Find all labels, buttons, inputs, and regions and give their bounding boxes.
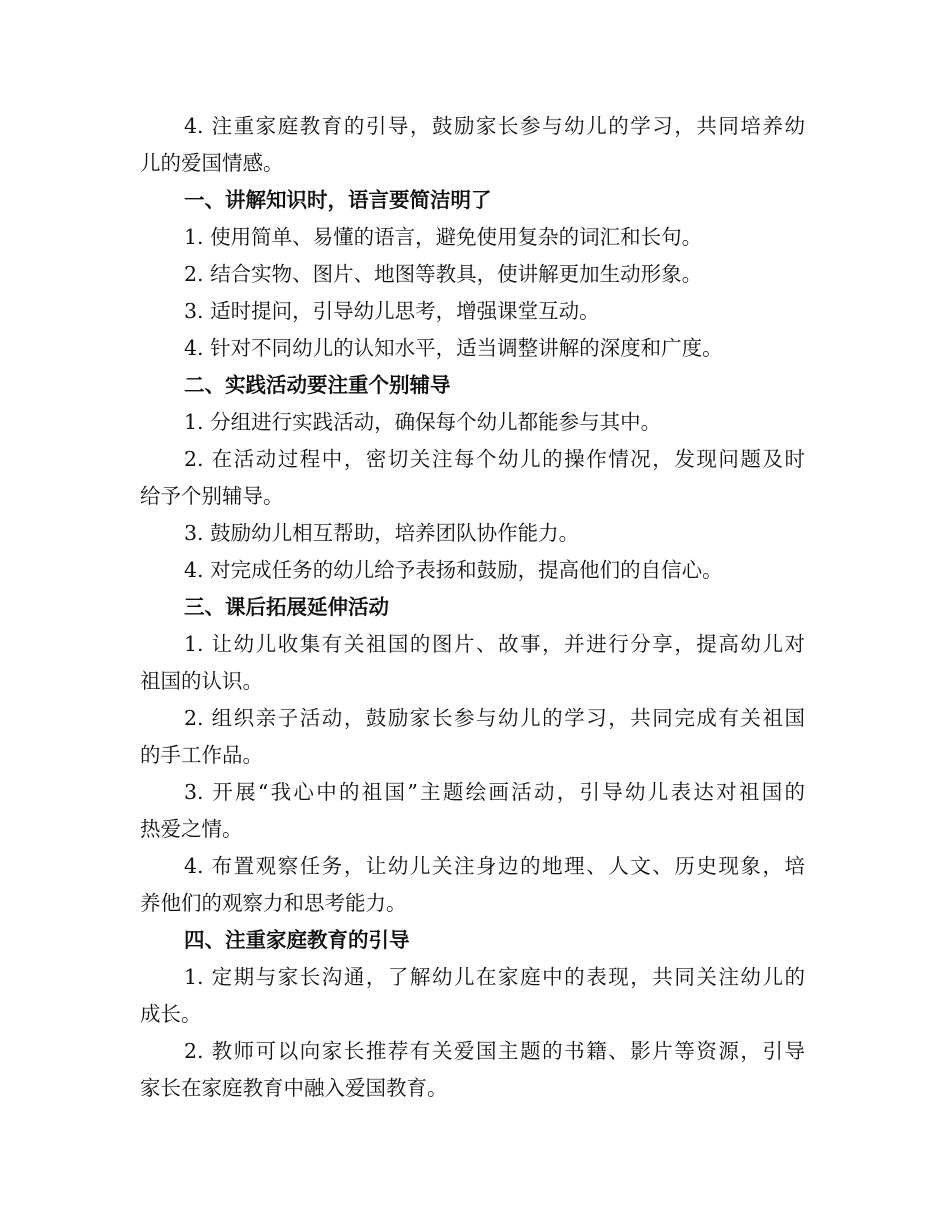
list-item: 1. 让幼儿收集有关祖国的图片、故事，并进行分享，提高幼儿对 <box>184 632 805 656</box>
list-item-continuation: 的手工作品。 <box>140 743 263 767</box>
list-item-continuation: 养他们的观察力和思考能力。 <box>140 891 407 915</box>
list-item-continuation: 给予个别辅导。 <box>140 484 284 508</box>
list-item: 2. 在活动过程中，密切关注每个幼儿的操作情况，发现问题及时 <box>184 447 805 471</box>
section-heading: 四、注重家庭教育的引导 <box>184 928 410 952</box>
list-item: 1. 分组进行实践活动，确保每个幼儿都能参与其中。 <box>184 410 662 434</box>
section-heading: 一、讲解知识时，语言要简洁明了 <box>184 188 492 212</box>
list-item-continuation: 成长。 <box>140 1002 202 1026</box>
list-item: 3. 鼓励幼儿相互帮助，培养团队协作能力。 <box>184 521 580 545</box>
paragraph-line: 儿的爱国情感。 <box>140 151 284 175</box>
section-heading: 三、课后拓展延伸活动 <box>184 595 389 619</box>
list-item: 2. 教师可以向家长推荐有关爱国主题的书籍、影片等资源，引导 <box>184 1039 805 1063</box>
list-item: 2. 组织亲子活动，鼓励家长参与幼儿的学习，共同完成有关祖国 <box>184 706 805 730</box>
list-item-continuation: 热爱之情。 <box>140 817 243 841</box>
document-body <box>140 108 805 1107</box>
list-item: 4. 针对不同幼儿的认知水平，适当调整讲解的深度和广度。 <box>184 336 723 360</box>
list-item: 1. 定期与家长沟通，了解幼儿在家庭中的表现，共同关注幼儿的 <box>184 965 805 989</box>
list-item-continuation: 祖国的认识。 <box>140 669 263 693</box>
list-item: 4. 对完成任务的幼儿给予表扬和鼓励，提高他们的自信心。 <box>184 558 723 582</box>
list-item: 4. 布置观察任务，让幼儿关注身边的地理、人文、历史现象，培 <box>184 854 805 878</box>
list-item: 3. 适时提问，引导幼儿思考，增强课堂互动。 <box>184 299 600 323</box>
section-heading: 二、实践活动要注重个别辅导 <box>184 373 451 397</box>
list-item: 3. 开展“我心中的祖国”主题绘画活动，引导幼儿表达对祖国的 <box>184 780 805 804</box>
list-item: 1. 使用简单、易懂的语言，避免使用复杂的词汇和长句。 <box>184 225 703 249</box>
list-item-continuation: 家长在家庭教育中融入爱国教育。 <box>140 1076 448 1100</box>
list-item: 2. 结合实物、图片、地图等教具，使讲解更加生动形象。 <box>184 262 703 286</box>
paragraph-line: 4. 注重家庭教育的引导，鼓励家长参与幼儿的学习，共同培养幼 <box>184 114 805 138</box>
